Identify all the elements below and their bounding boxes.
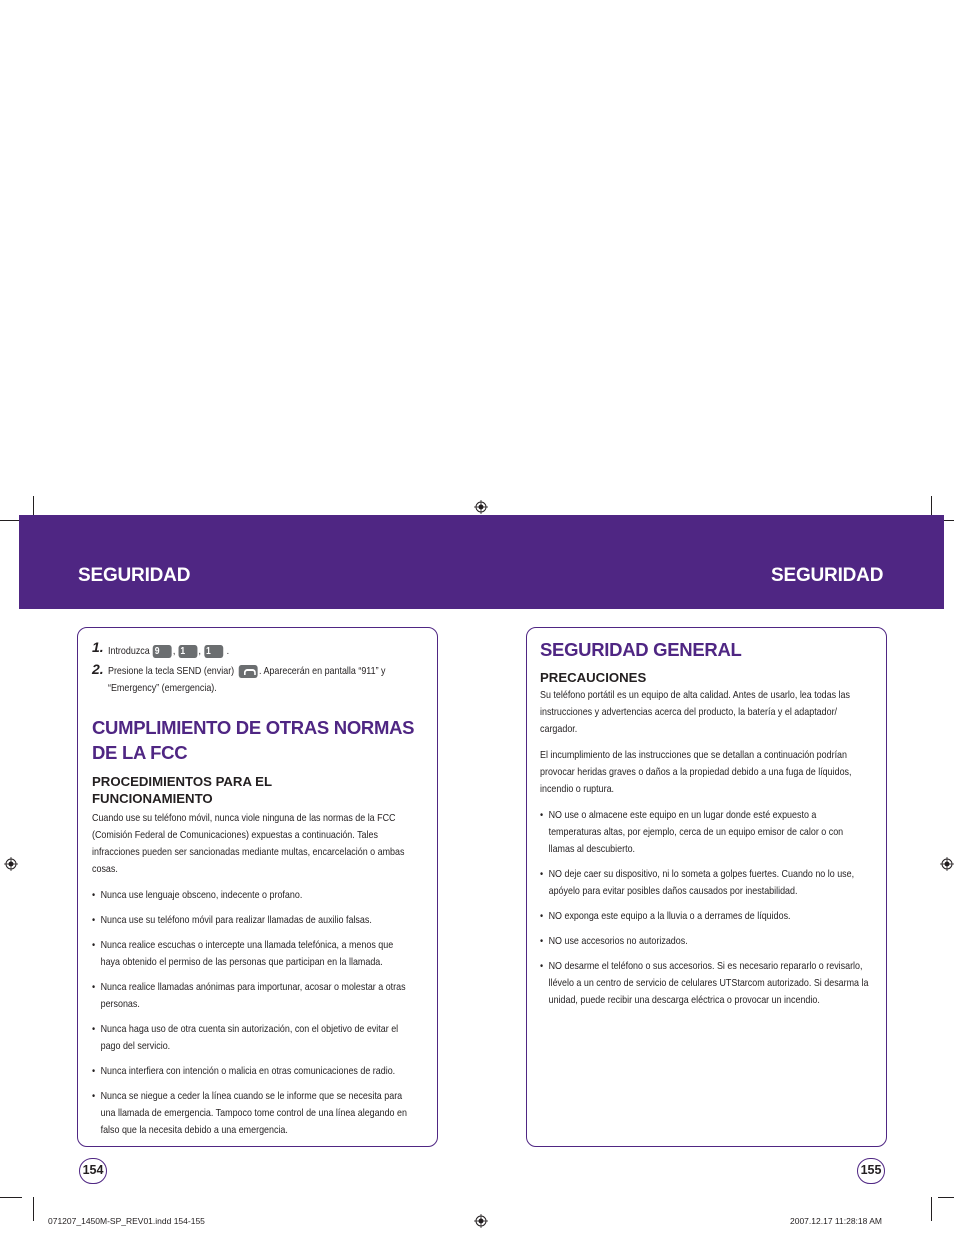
right-body xyxy=(540,687,870,1017)
registration-mark-icon xyxy=(474,1214,488,1228)
list-item: • NO desarme el teléfono o sus accesorios. Si es necesario repararlo o revisarlo, llévelo a un centro de servicio de celulares UTStarcom autorizado. Si desarma la unidad, puede recibir una descarga eléctrica o provocar un incendio. xyxy=(540,958,870,1009)
precautions-list xyxy=(540,807,870,1009)
list-item: • Nunca realice llamadas anónimas para importunar, acosar o molestar a otras personas. xyxy=(92,979,412,1013)
page-number-right: 155 xyxy=(857,1158,885,1184)
paragraph: El incumplimiento de las instrucciones que se detallan a continuación podrían provocar heridas graves o daños a la propiedad debido a una fuga de líquidos, incendio o ruptura. xyxy=(540,750,852,795)
key-1-icon: 1 xyxy=(204,645,223,658)
crop-mark xyxy=(0,1197,22,1198)
subtitle-procedimientos: PROCEDIMIENTOS PARA EL FUNCIONAMIENTO xyxy=(92,774,273,806)
step-number: 2. xyxy=(92,661,104,677)
crop-mark xyxy=(931,1197,932,1221)
list-item: • Nunca use su teléfono móvil para realizar llamadas de auxilio falsas. xyxy=(92,912,412,929)
footer-timestamp: 2007.12.17 11:28:18 AM xyxy=(790,1216,883,1226)
step-text-end: . xyxy=(226,646,230,657)
footer-file-info: 071207_1450M-SP_REV01.indd 154-155 xyxy=(48,1216,205,1226)
paragraph: Su teléfono portátil es un equipo de alta calidad. Antes de usarlo, lea todas las instrucciones y advertencias acerca del producto, la batería y el adaptador/ cargador. xyxy=(540,690,851,735)
intro-paragraph: Cuando use su teléfono móvil, nunca viole ninguna de las normas de la FCC (Comisión Federal de Comunicaciones) expuestas a continuación. Tales infracciones pueden ser sancionadas mediante multas, encarcelación o ambas cosas. xyxy=(92,813,405,875)
registration-mark-icon xyxy=(4,857,18,871)
step-1: 1. Introduzca 9 , 1 , 1 . xyxy=(92,639,230,657)
left-body xyxy=(92,810,412,1147)
send-key-icon xyxy=(238,665,257,678)
list-item: • NO use o almacene este equipo en un lugar donde esté expuesto a temperaturas altas, por ejemplo, cerca de un equipo emisor de calor o con llamas al descubierto. xyxy=(540,807,870,858)
page-number-left: 154 xyxy=(79,1158,107,1184)
list-item: • NO use accesorios no autorizados. xyxy=(540,933,870,950)
header-band xyxy=(19,515,944,609)
crop-mark xyxy=(938,1197,954,1198)
list-item: • Nunca use lenguaje obsceno, indecente o profano. xyxy=(92,887,412,904)
list-item: • NO exponga este equipo a la lluvia o a derrames de líquidos. xyxy=(540,908,870,925)
subtitle-precauciones: PRECAUCIONES xyxy=(540,670,647,685)
list-item: • Nunca realice escuchas o intercepte una llamada telefónica, a menos que haya obtenido el permiso de las personas que participan en la llamada. xyxy=(92,937,412,971)
list-item: • Nunca haga uso de otra cuenta sin autorización, con el objetivo de evitar el pago del servicio. xyxy=(92,1021,412,1055)
key-9-icon: 9 xyxy=(153,645,172,658)
steps-list xyxy=(92,641,422,699)
page-title-left: SEGURIDAD xyxy=(78,565,191,586)
list-item: • Nunca se niegue a ceder la línea cuando se le informe que se necesita para una llamada de emergencia. Tampoco tome control de una línea alegando en falso que la necesita debido a una emergencia. xyxy=(92,1088,412,1139)
registration-mark-icon xyxy=(474,500,488,514)
step-text-end: . Aparecerán en pantalla “911” y “Emergency” (emergencia). xyxy=(108,666,386,694)
step-text: Presione la tecla SEND (enviar) xyxy=(108,666,235,677)
registration-mark-icon xyxy=(940,857,954,871)
crop-mark xyxy=(33,1197,34,1221)
fcc-rules-list xyxy=(92,887,412,1139)
list-item: • NO deje caer su dispositivo, ni lo someta a golpes fuertes. Cuando no lo use, apóyelo para evitar posibles daños causados por inestabilidad. xyxy=(540,866,870,900)
section-title-fcc: CUMPLIMIENTO DE OTRAS NORMAS DE LA FCC xyxy=(92,717,415,763)
section-title-seguridad-general: SEGURIDAD GENERAL xyxy=(540,639,742,660)
step-number: 1. xyxy=(92,639,104,655)
list-item: • Nunca interfiera con intención o malicia en otras comunicaciones de radio. xyxy=(92,1063,412,1080)
key-1-icon: 1 xyxy=(179,645,198,658)
page-title-right: SEGURIDAD xyxy=(771,565,884,586)
step-2 xyxy=(92,663,422,699)
step-text: Introduzca xyxy=(108,646,150,657)
